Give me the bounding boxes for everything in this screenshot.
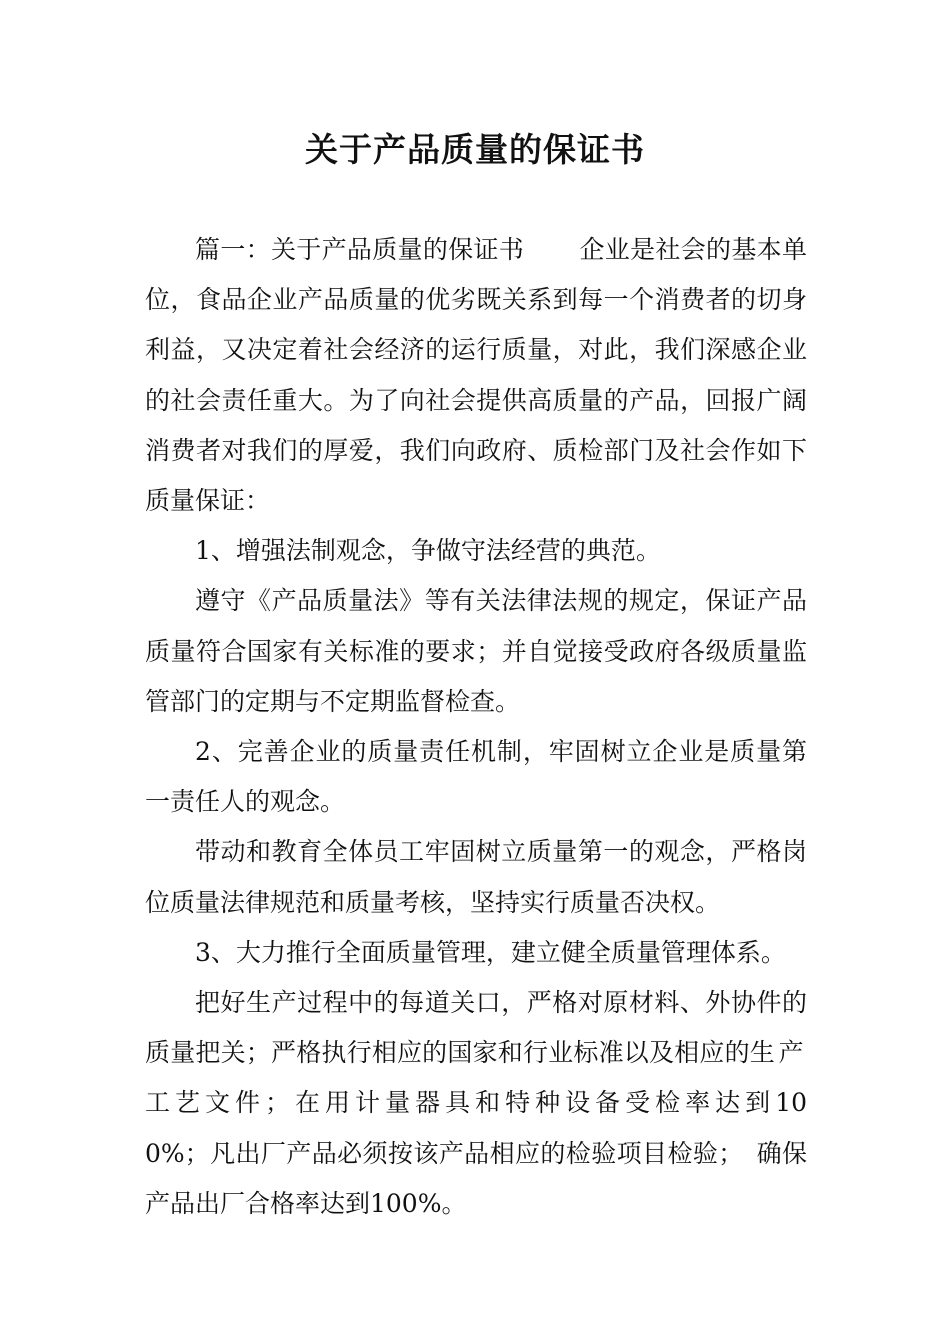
document-title: 关于产品质量的保证书 <box>305 130 645 169</box>
intro-text: 企业是社会的基本单位，食品企业产品质量的优劣既关系到每一个消费者的切身利益，又决定着社会经济的运行质量，对此，我们深感企业的社会责任重大。为了向社会提供高质量的产品，回报广阔消费者对我们的厚爱，我们向政府、质检部门及社会作如下质量保证： <box>145 235 807 516</box>
paragraph-2: 遵守《产品质量法》等有关法律法规的规定，保证产品质量符合国家有关标准的要求；并自觉接受政府各级质量监管部门的定期与不定期监督检查。 <box>145 586 807 716</box>
intro-heading: 篇一：关于产品质量的保证书 <box>195 235 525 264</box>
paragraph-1: 1、增强法制观念，争做守法经营的典范。 <box>195 536 661 566</box>
paragraph-3: 2、完善企业的质量责任机制，牢固树立企业是质量第一责任人的观念。 <box>145 737 807 817</box>
paragraph-6 <box>145 978 807 1229</box>
paragraph-6-part-3: 100%；凡出厂产品必须按该产品相应的检验项目检验； 确保产品出厂合格率达到100%。 <box>145 1088 807 1218</box>
intro-paragraph <box>145 225 807 526</box>
paragraph-5: 3、大力推行全面质量管理，建立健全质量管理体系。 <box>195 937 786 967</box>
document-body <box>145 225 807 1229</box>
paragraph-4: 带动和教育全体员工牢固树立质量第一的观念，严格岗位质量法律规范和质量考核，坚持实行质量否决权。 <box>145 837 807 917</box>
paragraph-6-part-2: 生产工艺文件；在用计量器具和特种设备受检率达到 <box>145 1038 807 1118</box>
paragraph-6-part-1: 把好生产过程中的每道关口，严格对原材料、外协件的质量把关；严格执行相应的国家和行业标准以及相应的 <box>145 988 807 1068</box>
